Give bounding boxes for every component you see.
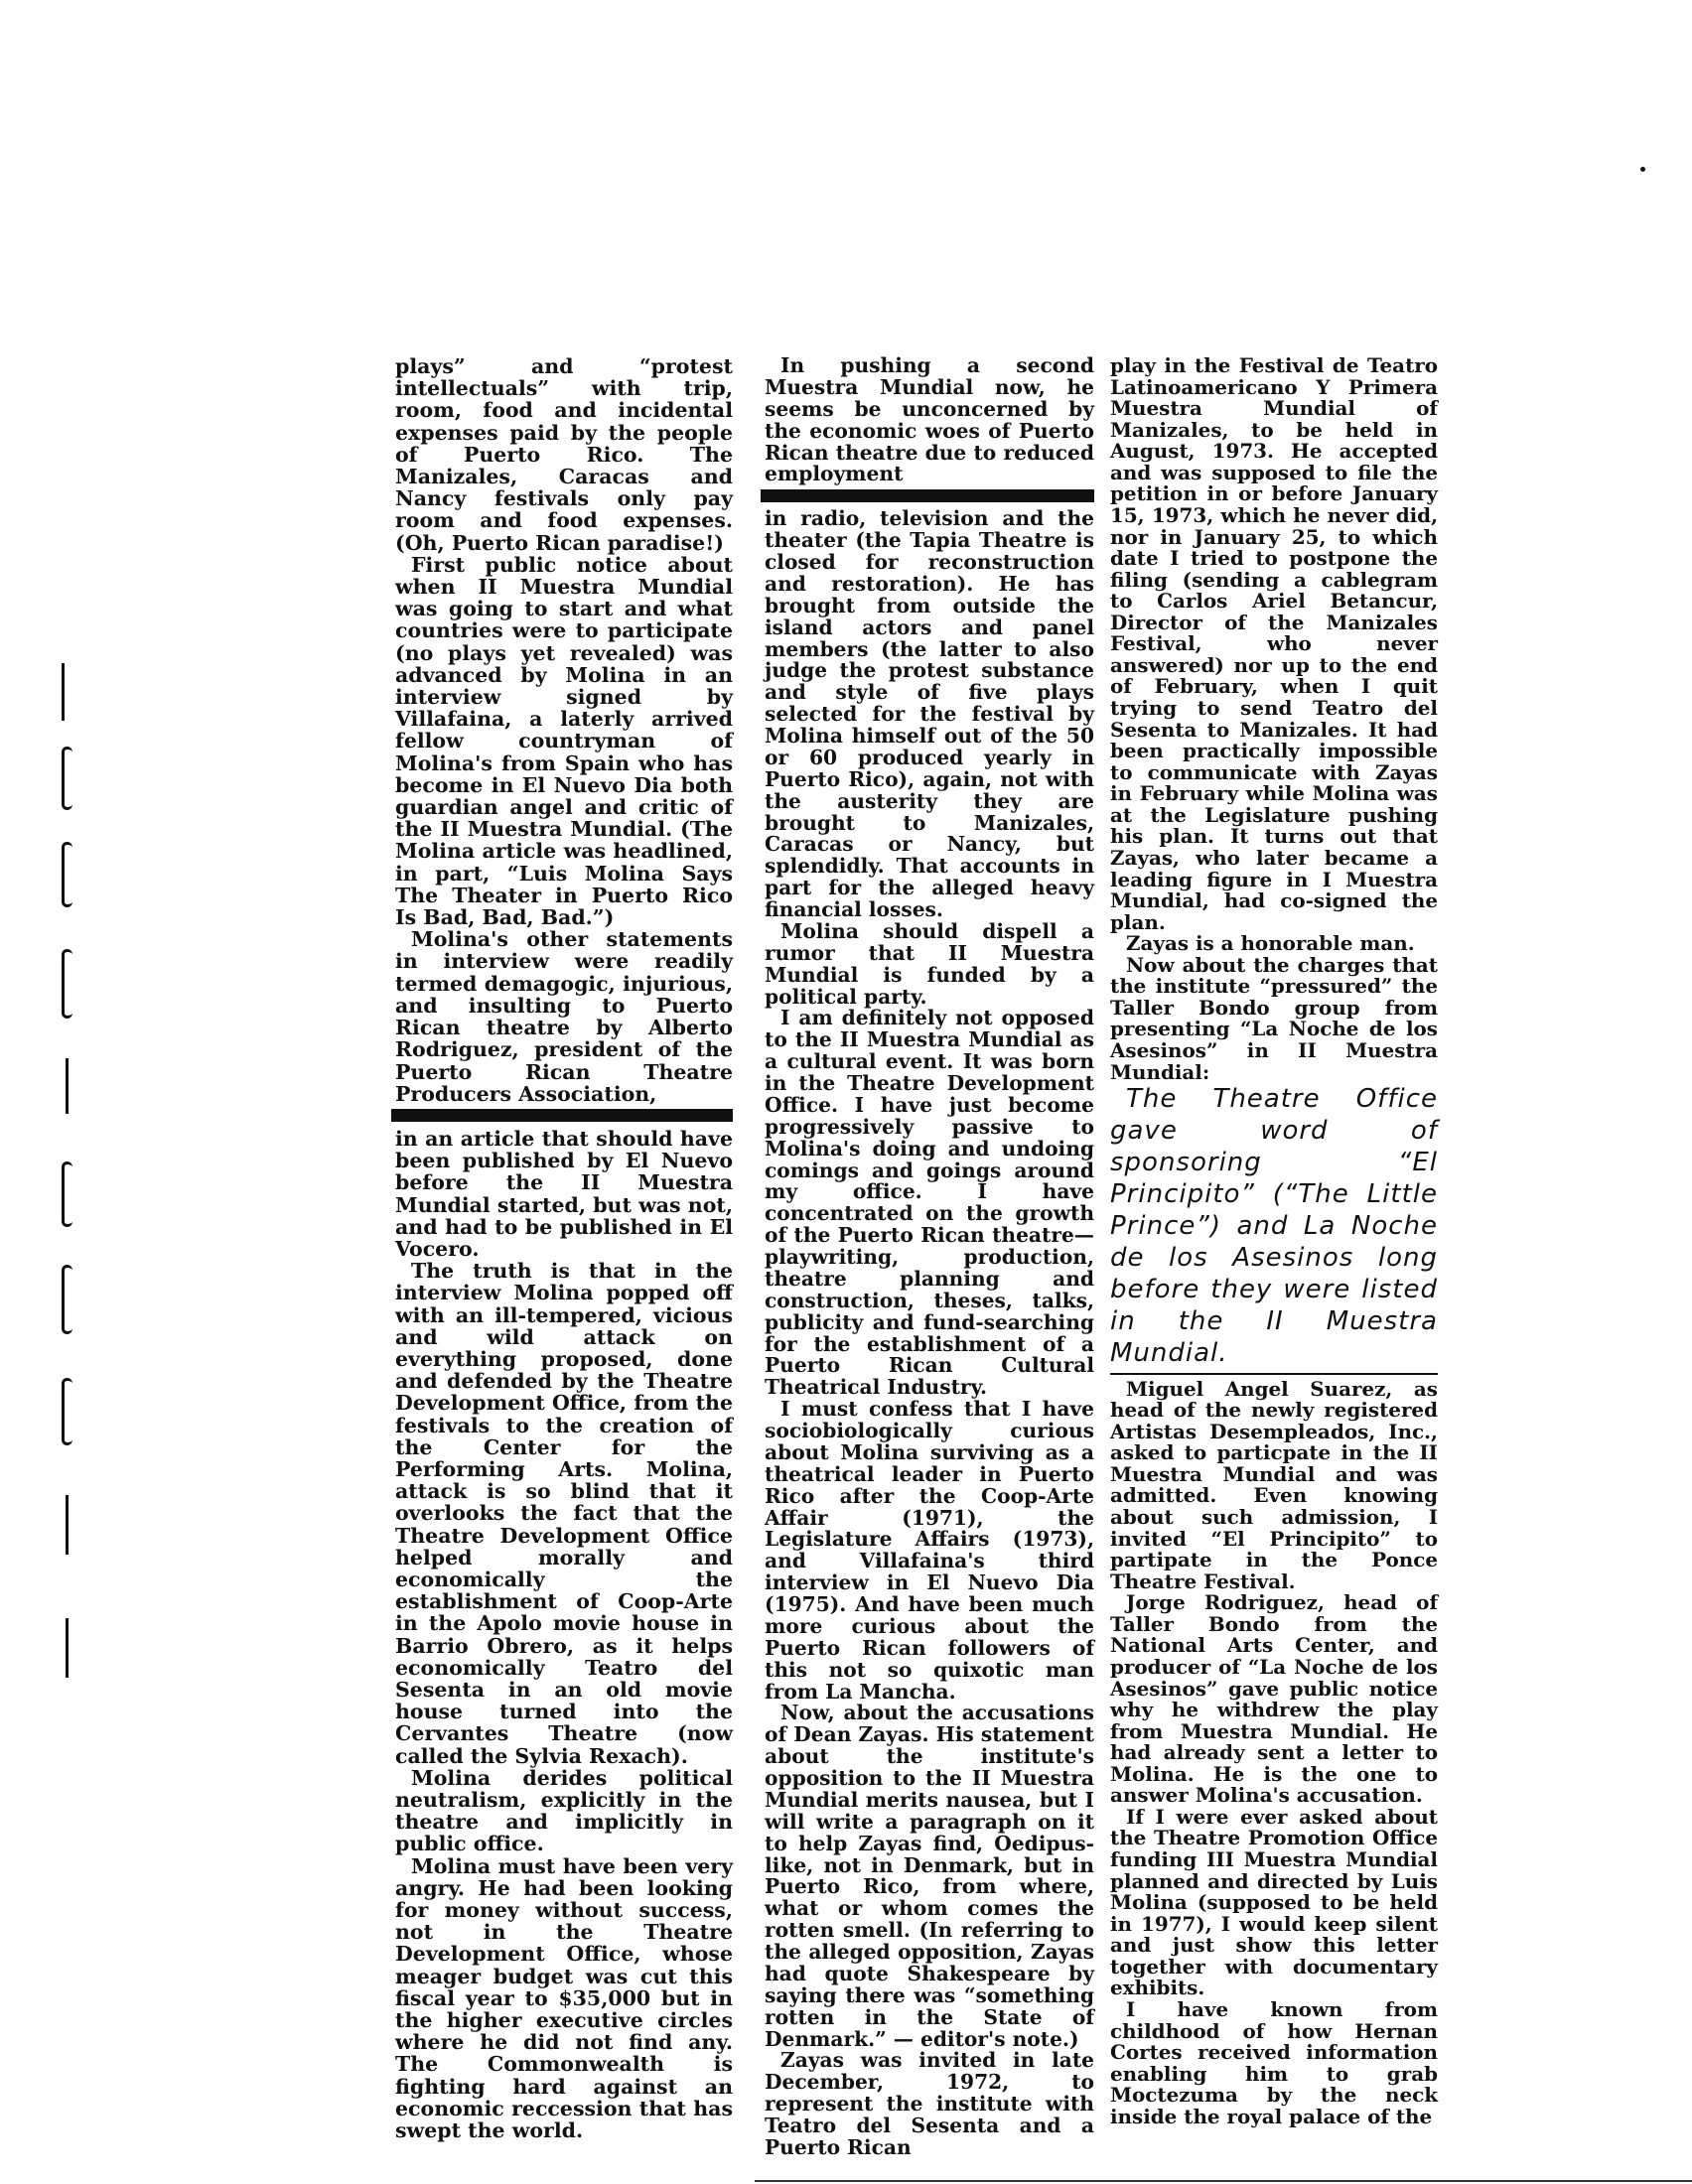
paragraph: Miguel Angel Suarez, as head of the newly registered Artistas Desempleados, Inc., asked to particpate in the II Muestra Mundial and was admitted. Even knowing about such admission, I invited “El Principito” to partipate in the Ponce Theatre Festival.	[1110, 1376, 1438, 1593]
margin-mark	[62, 663, 65, 721]
margin-mark	[62, 1265, 72, 1334]
margin-mark	[66, 1495, 69, 1555]
margin-mark	[66, 1058, 69, 1114]
paragraph: Zayas was invited in late December, 1972, to represent the institute with Teatro del Sesenta and a Puerto Rican	[765, 2048, 1094, 2159]
paragraph: Molina must have been very angry. He had been looking for money without success, not in the Theatre Development Office, whose meager budget was cut this fiscal year to $35,000 but in the higher executive circles where he did not find any. The Commonwealth is fighting hard against an economic reccession that has swept the world.	[395, 1853, 733, 2143]
column-1	[395, 355, 733, 2141]
paragraph: Zayas is a honorable man.	[1126, 931, 1415, 956]
paragraph: Molina derides political neutralism, explicitly in the theatre and implicitly in public office.	[395, 1765, 733, 1856]
column-2	[765, 355, 1094, 2159]
paragraph: in radio, television and the theater (the Tapia Theatre is closed for reconstruction and restoration). He has brought from outside the island actors and panel members (the latter to also judge the protest substance and style of five plays selected for the festival by Molina himself out of the 50 or 60 produced yearly in Puerto Rico), again, not with the austerity they are brought to Manizales, Caracas or Nancy, but splendidly. That accounts in part for the alleged heavy financial losses.	[765, 506, 1094, 921]
margin-mark	[66, 1618, 69, 1678]
paragraph: First public notice about when II Muestra Mundial was going to start and what countries were to participate (no plays yet revealed) was advanced by Molina in an interview signed by Villafaina, a laterly arrived fellow countryman of Molina's from Spain who has become in El Nuevo Dia both guardian angel and critic of the II Muestra Mundial. (The Molina article was headlined, in part, “Luis Molina Says The Theater in Puerto Rico Is Bad, Bad, Bad.”)	[395, 552, 733, 930]
handwritten-note: The Theatre Office gave word of sponsoring “El Principito” (“The Little Prince”) and La Noche de los Asesinos long before they were listed in the II Muestra Mundial.	[1110, 1084, 1438, 1369]
margin-mark	[62, 747, 72, 810]
margin-mark	[62, 1161, 72, 1227]
paragraph: Molina should dispell a rumor that II Muestra Mundial is funded by a political party.	[765, 918, 1094, 1009]
margin-mark	[62, 949, 72, 1019]
paragraph: In pushing a second Muestra Mundial now, he seems be unconcerned by the economic woes of Puerto Rican theatre due to reduced employment	[765, 353, 1094, 486]
paragraph: The truth is that in the interview Molina popped off with an ill-tempered, vicious and wild attack on everything proposed, done and defended by the Theatre Development Office, from the festivals to the creation of the Center for the Performing Arts. Molina, attack is so blind that it overlooks the fact that the Theatre Development Office helped morally and economically the establishment of Coop-Arte in the Apolo movie house in Barrio Obrero, as it helps economically Teatro del Sesenta in an old movie house turned into the Cervantes Theatre (now called the Sylvia Rexach).	[395, 1259, 733, 1768]
scan-dot	[1640, 167, 1645, 172]
paragraph: in an article that should have been published by El Nuevo before the II Muestra Mundial started, but was not, and had to be published in El Vocero.	[395, 1126, 733, 1261]
paste-up-line	[1110, 1373, 1438, 1375]
paragraph: I am definitely not opposed to the II Muestra Mundial as a cultural event. It was born in the Theatre Development Office. I have just become progressively passive to Molina's doing and undoing comings and goings around my office. I have concentrated on the growth of the Puerto Rican theatre—playwriting, production, theatre planning and construction, theses, talks, publicity and fund-searching for the establishment of a Puerto Rican Cultural Theatrical Industry.	[765, 1006, 1094, 1400]
paragraph: I have known from childhood of how Hernan Cortes received information enabling him to grab Moctezuma by the neck inside the royal palace of the	[1110, 1996, 1438, 2128]
margin-mark	[62, 842, 72, 907]
paragraph: plays” and “protest intellectuals” with trip, room, food and incidental expenses paid by the people of Puerto Rico. The Manizales, Caracas and Nancy festivals only pay room and food expenses. (Oh, Puerto Rican paradise!)	[395, 354, 733, 555]
column-3	[1110, 355, 1438, 2127]
margin-mark	[62, 1378, 72, 1445]
paragraph: I must confess that I have sociobiologically curious about Molina surviving as a theatrical leader in Puerto Rico after the Coop-Arte Affair (1971), the Legislature Affairs (1973), and Villafaina's third interview in El Nuevo Dia (1975). And have been much more curious about the Puerto Rican followers of this not so quixotic man from La Mancha.	[765, 1397, 1094, 1704]
column-rule	[761, 489, 1094, 502]
column-rule	[391, 1109, 733, 1122]
paragraph: Now about the charges that the institute “pressured” the Taller Bondo group from presenting “La Noche de los Asesinos” in II Muestra Mundial:	[1110, 952, 1438, 1084]
paragraph: Now, about the accusations of Dean Zayas. His statement about the institute's opposition to the II Muestra Mundial merits nausea, but I will write a paragraph on it to help Zayas find, Oedipus-like, not in Denmark, but in Puerto Rico, from where, what or whom comes the rotten smell. (In referring to the alleged opposition, Zayas had quote Shakespeare by saying there was “something rotten in the State of Denmark.” — editor's note.)	[765, 1701, 1094, 2051]
paragraph: Molina's other statements in interview were readily termed demagogic, injurious, and insulting to Puerto Rican theatre by Alberto Rodriguez, president of the Puerto Rican Theatre Producers Association,	[395, 927, 733, 1106]
page-bottom-rule	[755, 2180, 1692, 2182]
paragraph: play in the Festival de Teatro Latinoamericano Y Primera Muestra Mundial of Manizales, to be held in August, 1973. He accepted and was supposed to file the petition in or before January 15, 1973, which he never did, nor in January 25, to which date I tried to postpone the filing (sending a cablegram to Carlos Ariel Betancur, Director of the Manizales Festival, who never answered) nor up to the end of February, when I quit trying to send Teatro del Sesenta to Manizales. It had been practically impossible to communicate with Zayas in February while Molina was at the Legislature pushing his plan. It turns out that Zayas, who later became a leading figure in I Muestra Mundial, had co-signed the plan.	[1110, 353, 1438, 934]
paragraph: If I were ever asked about the Theatre Promotion Office funding III Muestra Mundial planned and directed by Luis Molina (supposed to be held in 1977), I would keep silent and just show this letter together with documentary exhibits.	[1110, 1804, 1438, 2000]
paragraph: Jorge Rodriguez, head of Taller Bondo from the National Arts Center, and producer of “La Noche de los Asesinos” gave public notice why he withdrew the play from Muestra Mundial. He had already sent a letter to Molina. He is the one to answer Molina's accusation.	[1110, 1590, 1438, 1808]
